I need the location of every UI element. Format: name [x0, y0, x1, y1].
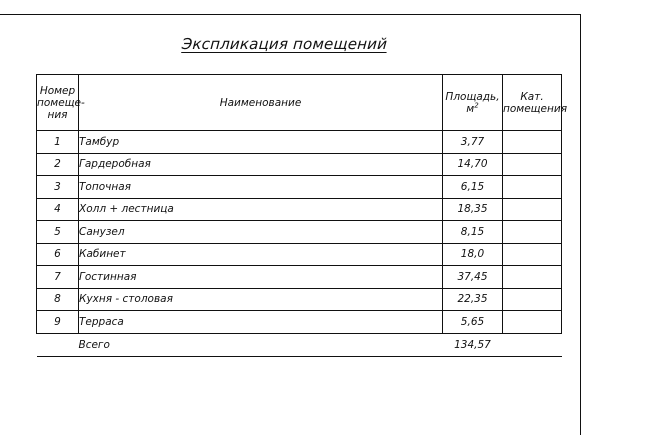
cell-room-area: 22,35 [443, 288, 503, 311]
cell-room-category [503, 221, 562, 244]
table-row [37, 288, 562, 311]
table-row [37, 153, 562, 176]
table-row [37, 266, 562, 289]
table-row [37, 243, 562, 266]
cell-room-name: Гардеробная [79, 153, 443, 176]
header-area-label: Площадь, м [445, 90, 500, 115]
table-row [37, 131, 562, 154]
header-room-name: Наименование [79, 75, 443, 131]
cell-room-number: 7 [37, 266, 79, 289]
table-row [37, 198, 562, 221]
cell-room-area: 6,15 [443, 176, 503, 199]
drawing-frame-right-border [580, 14, 581, 435]
cell-room-name: Холл + лестница [79, 198, 443, 221]
cell-room-area: 37,45 [443, 266, 503, 289]
cell-room-area: 18,0 [443, 243, 503, 266]
cell-room-category [503, 153, 562, 176]
cell-room-number: 2 [37, 153, 79, 176]
table-row [37, 221, 562, 244]
cell-room-name: Гостинная [79, 266, 443, 289]
cell-room-category [503, 311, 562, 334]
table-header-row [37, 75, 562, 131]
cell-room-number: 5 [37, 221, 79, 244]
cell-room-number: 9 [37, 311, 79, 334]
cell-room-category [503, 243, 562, 266]
cell-room-number: 4 [37, 198, 79, 221]
cell-room-area: 14,70 [443, 153, 503, 176]
cell-room-name: Терраса [79, 311, 443, 334]
cell-room-area: 3,77 [443, 131, 503, 154]
cell-room-number: 1 [37, 131, 79, 154]
table-row [37, 311, 562, 334]
cell-room-category [503, 131, 562, 154]
cell-room-area: 18,35 [443, 198, 503, 221]
header-room-number: Номер помеще-ния [37, 75, 79, 131]
room-explication-table [36, 74, 568, 357]
cell-room-name: Кухня - столовая [79, 288, 443, 311]
cell-room-name: Топочная [79, 176, 443, 199]
cell-total-label: Всего [79, 333, 443, 356]
drawing-frame-top-border [0, 14, 581, 15]
cell-room-category [503, 266, 562, 289]
header-room-category: Кат. помещения [503, 75, 562, 131]
cell-room-number: 3 [37, 176, 79, 199]
cell-room-category [503, 176, 562, 199]
cell-room-number: 8 [37, 288, 79, 311]
cell-total-area: 134,57 [443, 333, 503, 356]
header-area-unit-superscript: 2 [474, 101, 479, 109]
header-area [443, 75, 503, 131]
cell-room-name: Тамбур [79, 131, 443, 154]
cell-room-name: Кабинет [79, 243, 443, 266]
cell-room-name: Санузел [79, 221, 443, 244]
cell-room-number: 6 [37, 243, 79, 266]
document-title: Экспликация помещений [181, 35, 388, 53]
cell-total-category-spacer [503, 333, 562, 356]
cell-room-category [503, 198, 562, 221]
cell-room-area: 8,15 [443, 221, 503, 244]
cell-room-area: 5,65 [443, 311, 503, 334]
cell-total-spacer [37, 333, 79, 356]
cell-room-category [503, 288, 562, 311]
table-row [37, 176, 562, 199]
table-total-row [37, 333, 562, 356]
